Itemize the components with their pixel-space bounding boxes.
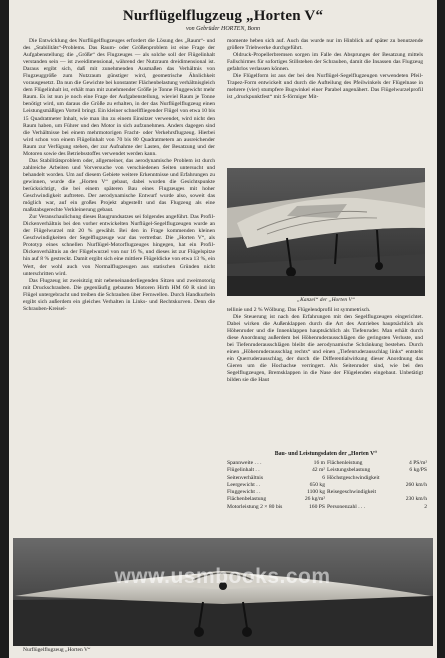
spec-label: Leistungsbelastung (327, 467, 371, 474)
watermark-text: www.usmbooks.com (114, 565, 331, 588)
spec-row (227, 482, 325, 489)
spec-label: Seitenverhältnis (227, 474, 264, 481)
cockpit-photo (227, 168, 425, 296)
spec-label: Flügelinhalt . . (227, 467, 260, 474)
spec-row (327, 496, 427, 503)
spec-value: 6 (322, 474, 325, 481)
right-column-bottom (227, 307, 423, 447)
photo-caption: „Kanzel“ der „Horten V“ (297, 297, 355, 303)
specs-table (227, 460, 427, 536)
spec-value: 4 PS/m² (409, 460, 427, 466)
spec-row (227, 489, 325, 496)
spec-value: 230 km/h (405, 496, 427, 503)
cockpit-photo-image (227, 168, 425, 296)
spec-value: 42 m² (311, 467, 325, 474)
wing-photo (13, 538, 433, 646)
bottom-caption: Nurflügelflugzeug „Horten V“ (23, 647, 91, 653)
flying-wing-image (13, 538, 433, 646)
paragraph: momente heben sich auf. Auch das wurde nur im Hinblick auf später zu benutzende größere Triebwerke durchgeführt. (227, 38, 423, 52)
paragraph: Das Flugzeug ist zweisitzig mit nebeneinanderliegenden Sitzen und zweimotorig mit Druckschrauben. Die gegenläufig gebauten Motoren Hirth HM 60 R sind im Flügel untergebracht und treiben die Schrauben über Fernwellen. Durch Handkurbeln ergibt sich außerdem ein gleiches Verhalten in Links- und Rechtskurven. Denn die Schrauben-Kreisel- (23, 277, 215, 312)
specs-left-column (227, 460, 325, 511)
spec-value: 26 kg/m² (304, 496, 325, 503)
left-column (23, 38, 215, 536)
spec-label: Personenzahl . . . (327, 503, 366, 510)
paragraph: Die Steuerung ist nach den Erfahrungen mit den Segelflugzeugen eingerichtet. Dabei wirken die Außenklappen durch die Art des Antriebes hauptsächlich als Höhenruder und die Innenklappen hauptsächlich als Tiefenruder. Man erhält durch diese Anordnung außerdem bei Höhenruderausschlägen die geringsten Verluste, und bei Tiefenruderausschlägen bleibt die aerodynamische Schränkung bestehen. Durch einen „Höhenruderausschlag rechts“ und einen „Tiefenruderausschlag links“ entsteht ein Querruderausschlag, der durch die Differentialwirkung dieser Anordnung das Gieren um die Hochachse verringert. Als Seitenruder sind, wie bei den Segelflugzeugen, Bremsklappen in die Nase der Flügelenden eingebaut. Unbetätigt bilden sie die Haut (227, 314, 423, 384)
spec-label: Leergewicht . . (227, 481, 261, 488)
article-byline: von Gebrüder HORTEN, Bonn (186, 26, 260, 32)
right-column-top (227, 38, 423, 166)
spec-label: Reisegeschwindigkeit (327, 489, 377, 496)
spec-label: Motorleistung 2 × 80 bis (227, 503, 283, 510)
spec-label: Höchstgeschwindigkeit (327, 474, 380, 481)
spec-value: 160 PS (308, 503, 325, 510)
paragraph: Zur Veranschaulichung dieses Baugrundsatzes sei folgendes angeführt. Das Profil-Dickenverhältnis bei den vorher entwickelten Nurflügel-Segelflugzeugen wurde an der Flügelwurzel mit 20 % gewählt. Bei den in Frage kommenden kleinen Geschwindigkeiten der Segelflugzeuge war das vertretbar. Die „Horten V“, als Prototyp eines schnellen Nurflügel-Motorflugzeuges hingegen, hat ein Profil-Dickenverhältnis an der Flügelwurzel von nur 16 %, und dieses ist zur Flügelspitze hin auf 8 % gestreckt. Damit ergibt sich eine mittlere Flügeldicke von etwa 13 %, ein Wert, der wohl auch von Normalflugzeugen aus statischen Gründen nicht unterschritten wird. (23, 214, 215, 277)
spec-value: 1100 kg (307, 489, 325, 496)
spec-value: 260 km/h (405, 481, 427, 488)
spec-label: Fluggewicht . . (227, 489, 261, 496)
spec-value: 2 (424, 503, 427, 510)
paragraph: Oldruck-Propellerbremsen sorgen im Falle des Absprunges der Besatzung mittels Fallschirmes für sofortiges Stillstehen der Schrauben, damit die Insassen das Flugzeug gefahrlos verlassen können. (227, 52, 423, 73)
spec-row (327, 489, 427, 496)
specs-title: Bau- und Leistungsdaten der „Horten V“ (274, 451, 378, 457)
spec-row (227, 467, 325, 474)
spec-value: 650 kg (309, 481, 325, 488)
spec-row (227, 475, 325, 482)
spec-row (327, 475, 427, 482)
article-page (9, 0, 437, 658)
paragraph: Das Stabilitätsproblem oder, allgemeiner, das aerodynamische Problem ist durch zahlreiche Arbeiten und Vorversuche von verschiedenen Seiten untersucht und behandelt worden. Um auf diesem Gebiete weitere Erkenntnisse und Erfahrungen zu gewinnen, wurde die „Horten V“ gebaut, dabei wurden die Gesichtspunkte berücksichtigt, die bei einem späteren Bau eines Flugzeuges mit hoher Geschwindigkeit auftreten. Der aerodynamische Entwurf wurde also, soweit das möglich war, auf ein großes Projekt abgestellt und das Flugzeug als eine maßstabsgerechte Verkleinerung gebaut. (23, 157, 215, 214)
spec-value: 6 kg/PS (409, 467, 427, 474)
spec-value: 16 m (313, 460, 325, 466)
spec-row (327, 482, 427, 489)
paragraph: tellinie und 2 % Wölbung. Das Flügelendprofil ist symmetrisch. (227, 307, 371, 313)
spec-row (327, 467, 427, 474)
spec-row (327, 504, 427, 511)
specs-right-column (327, 460, 427, 511)
spec-label: Spannweite . . . (227, 460, 262, 466)
spec-label: Flächenleistung (327, 460, 363, 466)
paragraph: Die Flügelform ist aus der bei den Nurflügel-Segelflugzeugen verwendeten Pfeil-Trapez-Form entwickelt und durch die Aufteilung des Pfeilwinkels der Flügelnase in mehrere (vier) stumpfere Bugwinkel einer Parabel angenähert. Das Flügelwurzelprofil ist „druckpunktfest“ mit S-förmiger Mit- (227, 73, 423, 101)
spec-row (227, 460, 325, 467)
article-title: Nurflügelflugzeug „Horten V“ (122, 8, 324, 24)
spec-row (227, 496, 325, 503)
paragraph: Die Entwicklung des Nurflügelflugzeuges erfordert die Lösung des „Raum“- und des „Stabilitäts“-Problems. Das Raum- oder Größenproblem ist eine Frage der Aufgabenstellung; die „Größe“ des Flugzeuges — als solche soll der Flügelinhalt verstanden sein — ist zweidimensional, während der Nutzraum dreidimensional ist. Daraus ergibt sich, daß mit zunehmenden Ausmaßen das Verhältnis von Flugzeuggröße zum Nutzraum günstiger wird, geometrische Ähnlichkeit vorausgesetzt. Da nun die Gewichte bei konstanter Flächenbelastung verhältnisgleich dem Flügelinhalt ist, erhält man mit zunehmender Größe je Tonne Fluggewicht mehr Raum. Es ist nun je noch eine Frage der Aufgabenstellung, wieviel Raum je Tonne benötigt wird, um daraus die Größe zu erhalten, in der das Nurflügelflugzeug einen Leistungsmäßigen Vorteil bringt. Ein kleiner schnellfliegender Flügel von etwa 10 bis 15 Quadratmeter Inhalt, wie man ihn zu einem Einsitzer verwendet, wird nicht den Raum haben, um Führer und den Motor in sich aufzunehmen. Anders dagegen sind die Verhältnisse bei einem mehrmotorigen Fracht- oder Verkehrsflugzeug. Hierbei wird schon von einem Flügelinhalt von 70 bis 80 Quadratmetern an ausreichender Raum zur Verfügung stehen, der zur Aufnahme der Lasten, der Besatzung und der Motoren sowie des Betriebsstoffes verwendet werden kann. (23, 38, 215, 157)
spec-row (327, 460, 427, 467)
spec-label: Flächenbelastung (227, 496, 267, 503)
spec-row (227, 504, 325, 511)
